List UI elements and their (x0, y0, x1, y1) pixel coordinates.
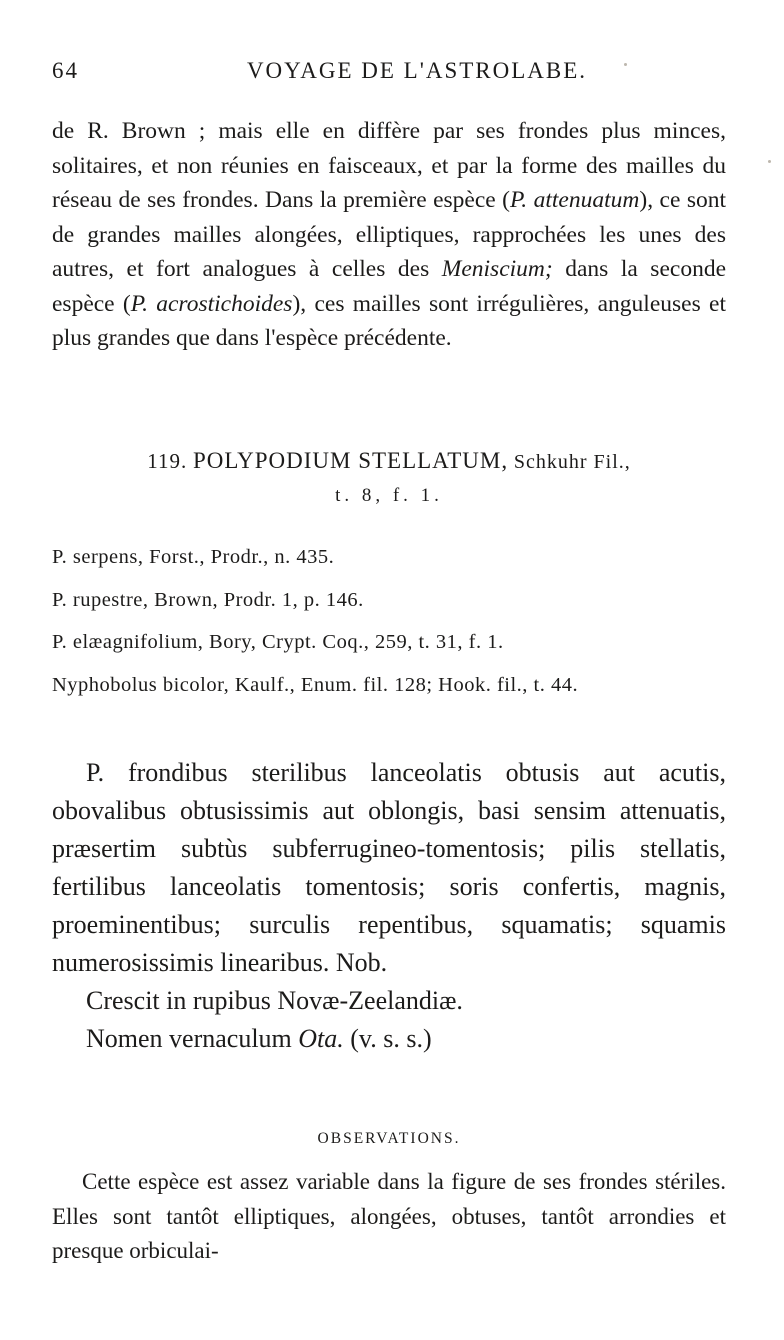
synonym-entry: P. serpens, Forst., Prodr., n. 435. (52, 546, 335, 568)
latin-diagnosis (52, 754, 726, 1058)
intro-taxon-1: P. attenuatum (509, 187, 640, 213)
observations-paragraph (52, 1165, 726, 1269)
intro-taxon-2: Meniscium; (441, 256, 553, 282)
running-head (52, 58, 732, 92)
page-number: 64 (52, 58, 79, 83)
habitat-text: Crescit in rupibus Novæ-Zeelandiæ. (86, 986, 463, 1015)
paper-speck (624, 63, 627, 66)
observations-text: Cette espèce est assez variable dans la figure de ses frondes stériles. Elles sont tantôt elliptiques, alongées, obtuses, tantôt arrondies et presque orbiculai- (52, 1169, 726, 1263)
intro-text-4: ), ces mailles sont irrégulières, anguleuses et plus grandes que dans l'espèce précédente. (52, 290, 726, 351)
vernacular-name: Ota. (298, 1024, 344, 1053)
intro-taxon-3: P. acrostichoides (130, 290, 293, 317)
observations-heading: OBSERVATIONS. (317, 1130, 461, 1147)
vernacular-name-line (52, 1020, 726, 1058)
species-name: POLYPODIUM STELLATUM, (192, 448, 509, 473)
intro-paragraph (52, 114, 726, 356)
intro-text-2: ), ce sont de grandes mailles alongées, elliptiques, rapprochées les unes des autres, et fort analogues à celles des (52, 187, 726, 282)
vernacular-suffix: (v. s. s.) (343, 1024, 432, 1053)
intro-text-1: de R. Brown ; mais elle en diffère par ses frondes plus minces, solitaires, et non réunies en faisceaux, et par la forme des mailles du réseau de ses frondes. Dans la première espèce ( (52, 118, 726, 213)
species-reference: t. 8, f. 1. (335, 485, 443, 506)
paper-speck (768, 160, 771, 163)
synonym-list (52, 536, 726, 706)
running-title: VOYAGE DE L'ASTROLABE. (246, 58, 588, 83)
species-heading (52, 444, 726, 512)
species-authority: Schkuhr Fil., (513, 451, 631, 473)
intro-text-3: dans la seconde espèce ( (52, 256, 726, 317)
synonym-entry: P. rupestre, Brown, Prodr. 1, p. 146. (52, 588, 364, 611)
vernacular-prefix: Nomen vernaculum (86, 1024, 299, 1053)
synonym-entry: Nyphobolus bicolor, Kaulf., Enum. fil. 128; Hook. fil., t. 44. (52, 673, 579, 696)
synonym-entry: P. elæagnifolium, Bory, Crypt. Coq., 259, t. 31, f. 1. (52, 631, 504, 653)
species-number: 119. (147, 449, 188, 473)
diagnosis-text: P. frondibus sterilibus lanceolatis obtusis aut acutis, obovalibus obtusissimis aut oblongis, basi sensim attenuatis, præsertim subtùs subferrugineo-tomentosis; pilis stellatis, fertilibus lanceolatis tomentosis; soris confertis, magnis, proeminentibus; surculis repentibus, squamatis; squamis numerosissimis linearibus. Nob. (52, 758, 726, 977)
